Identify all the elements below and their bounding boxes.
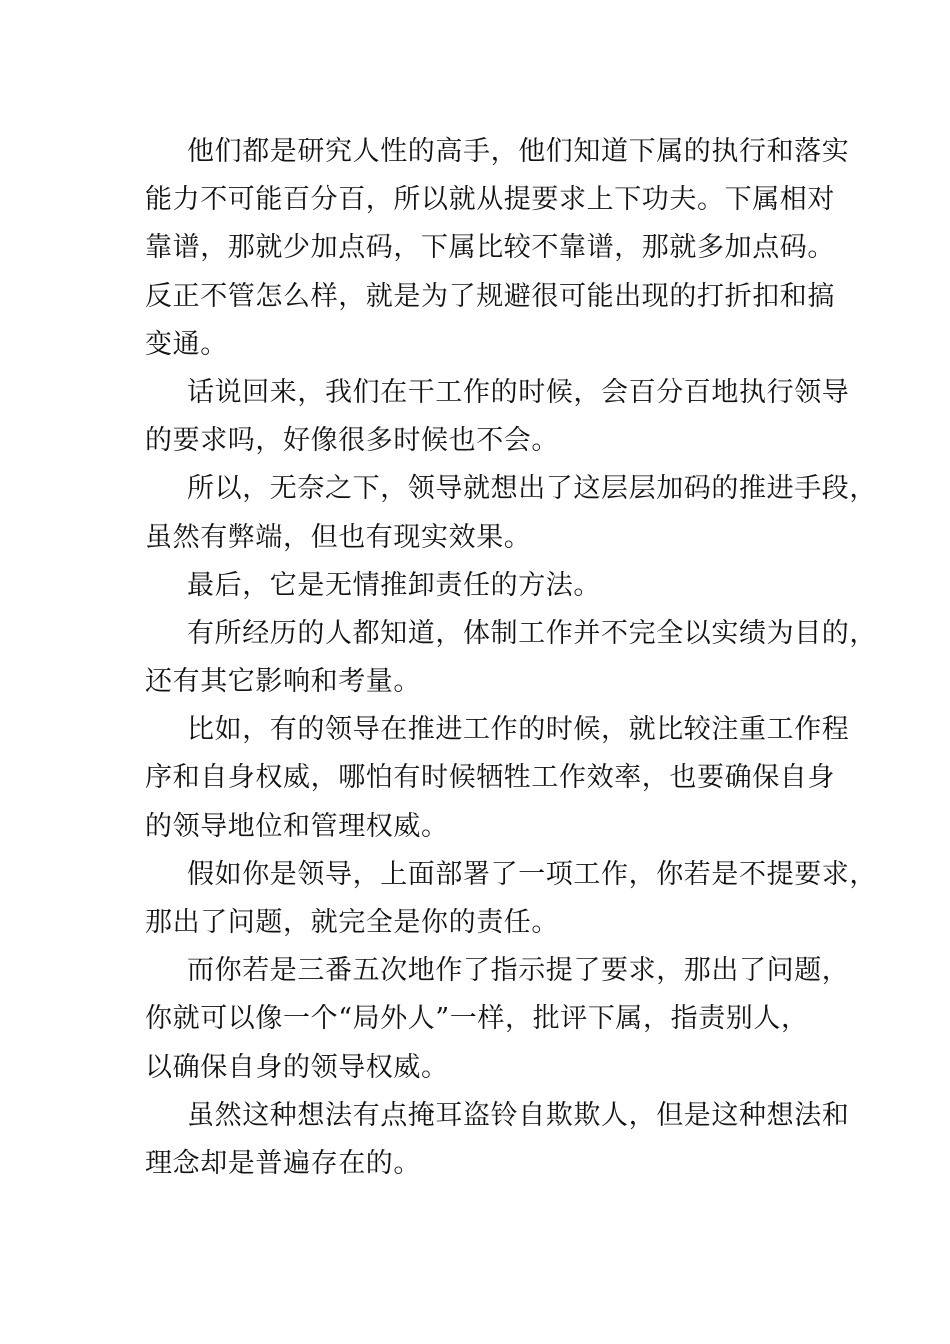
text-line: 还有其它影响和考量。: [145, 666, 421, 698]
text-line: 理念却是普遍存在的。: [145, 1147, 421, 1179]
text-line: 比如，有的领导在推进工作的时候，就比较注重工作程: [187, 714, 850, 746]
text-line: 以确保自身的领导权威。: [145, 1051, 449, 1083]
text-line: 而你若是三番五次地作了指示提了要求，那出了问题，: [187, 955, 850, 987]
text-line: 序和自身权威，哪怕有时候牺牲工作效率，也要确保自身: [145, 762, 835, 794]
text-line: 变通。: [145, 328, 228, 360]
text-line: 那出了问题，就完全是你的责任。: [145, 907, 559, 938]
text-line: 所以，无奈之下，领导就想出了这层层加码的推进手段，: [187, 473, 877, 505]
text-line: 话说回来，我们在干工作的时候，会百分百地执行领导: [187, 376, 850, 408]
text-line: 他们都是研究人性的高手，他们知道下属的执行和落实: [187, 136, 850, 167]
text-line: 的领导地位和管理权威。: [145, 810, 449, 842]
text-line: 的要求吗，好像很多时候也不会。: [145, 425, 559, 457]
text-line: 你就可以像一个“局外人”一样，批评下属，指责别人，: [145, 1003, 809, 1035]
text-line: 虽然有弊端，但也有现实效果。: [145, 521, 532, 553]
text-line: 靠谱，那就少加点码，下属比较不靠谱，那就多加点码。: [145, 232, 835, 264]
text-line: 有所经历的人都知道，体制工作并不完全以实绩为目的，: [187, 617, 877, 649]
text-line: 最后，它是无情推卸责任的方法。: [187, 569, 601, 601]
text-line: 假如你是领导，上面部署了一项工作，你若是不提要求，: [187, 858, 877, 890]
document-body: [145, 128, 877, 1188]
text-line: 虽然这种想法有点掩耳盗铃自欺欺人，但是这种想法和: [187, 1099, 850, 1131]
text-line: 反正不管怎么样，就是为了规避很可能出现的打折扣和搞: [145, 280, 835, 312]
text-line: 能力不可能百分百，所以就从提要求上下功夫。下属相对: [145, 184, 835, 216]
